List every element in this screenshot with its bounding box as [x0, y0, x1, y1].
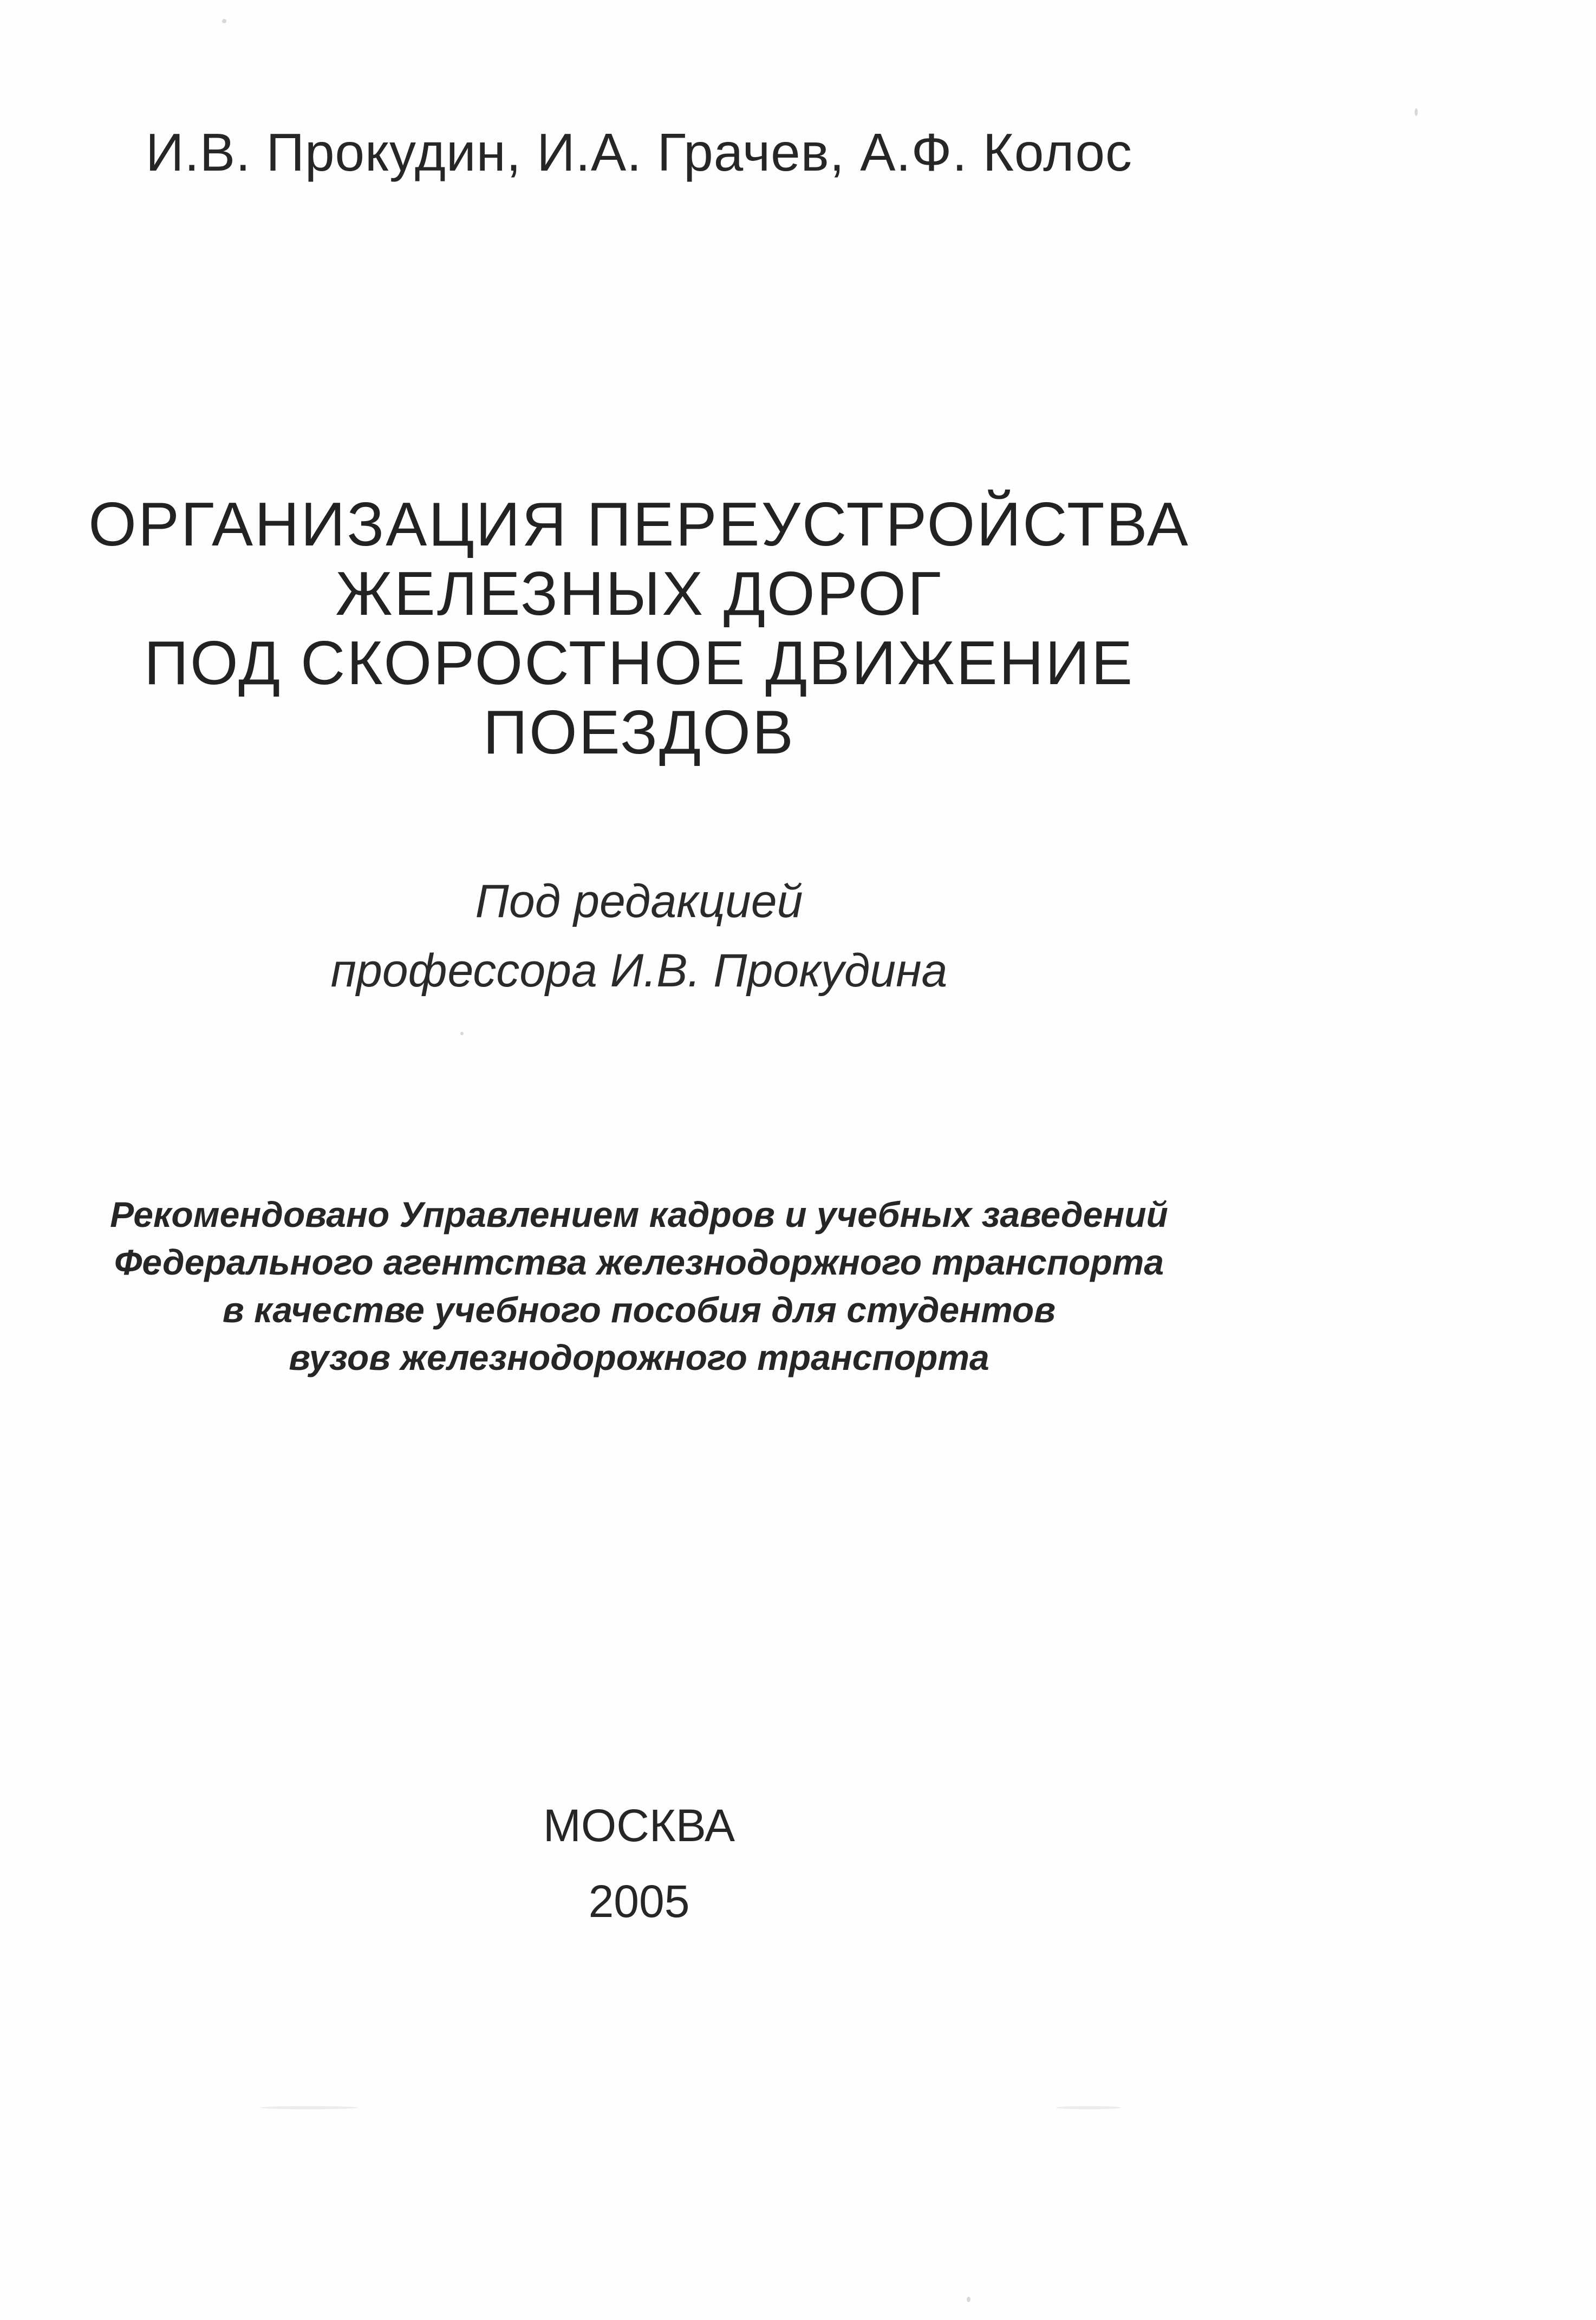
scan-speck — [967, 2297, 970, 2302]
imprint-year: 2005 — [588, 1876, 690, 1927]
imprint — [0, 1788, 1278, 1939]
authors: И.В. Прокудин, И.А. Грачев, А.Ф. Колос — [146, 122, 1132, 182]
recommendation-line: Рекомендовано Управлением кадров и учебных заведений — [110, 1194, 1168, 1234]
scan-speck — [222, 19, 226, 23]
title-line: ПОД СКОРОСТНОЕ ДВИЖЕНИЕ — [144, 629, 1134, 698]
editor-note — [0, 867, 1278, 1005]
recommendation-line: в качестве учебного пособия для студентов — [222, 1290, 1056, 1330]
scan-speck — [460, 1032, 464, 1035]
title-line: ПОЕЗДОВ — [483, 698, 795, 767]
recommendation-line: вузов железнодорожного транспорта — [289, 1337, 989, 1377]
editor-line: профессора И.В. Прокудина — [330, 945, 948, 997]
recommendation-line: Федерального агентства железнодоржного транспорта — [114, 1242, 1164, 1282]
book-title — [0, 490, 1278, 768]
editor-line: Под редакцией — [475, 875, 803, 927]
recommendation-note — [0, 1191, 1278, 1381]
imprint-city: МОСКВА — [543, 1800, 735, 1851]
scan-speck — [1056, 2106, 1121, 2109]
title-line: ЖЕЛЕЗНЫХ ДОРОГ — [335, 560, 943, 628]
title-line: ОРГАНИЗАЦИЯ ПЕРЕУСТРОЙСТВА — [88, 490, 1190, 559]
scan-speck — [260, 2106, 357, 2109]
scan-speck — [1415, 108, 1418, 116]
